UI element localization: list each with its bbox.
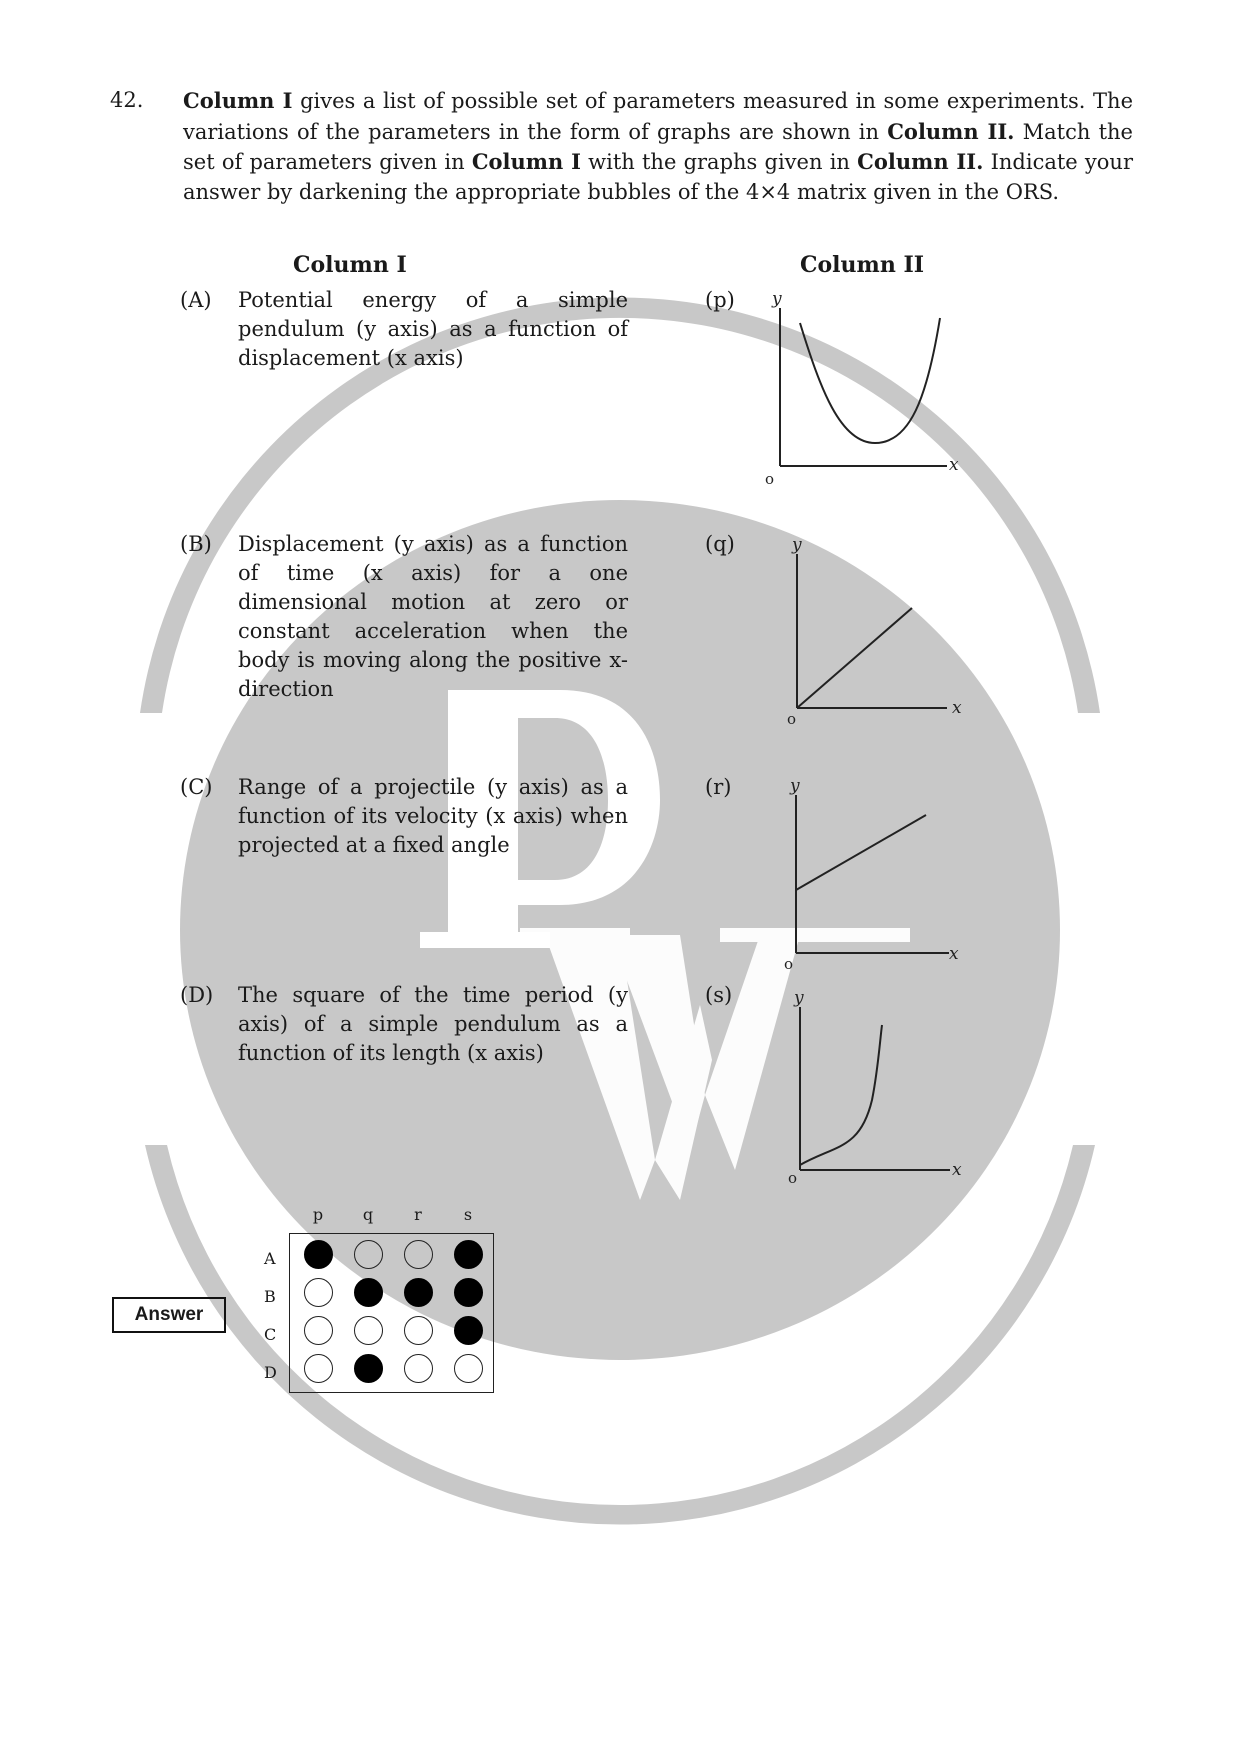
- item-d-label: (D): [180, 983, 214, 1007]
- graph-r-x-label: x: [949, 944, 959, 964]
- graph-r-label: (r): [705, 775, 732, 799]
- graph-s-y-label: y: [794, 988, 804, 1008]
- column-1-heading: Column I: [293, 252, 407, 278]
- item-c-text: Range of a projectile (y axis) as a function of its velocity (x axis) when projected at a fixed angle: [238, 775, 628, 857]
- graph-q-label: (q): [705, 532, 735, 556]
- graph-p-origin: o: [765, 470, 775, 488]
- grid-row-b: B: [264, 1287, 276, 1306]
- item-c-label: (C): [180, 775, 213, 799]
- grid-row-a: A: [264, 1249, 276, 1268]
- bubble-c-q[interactable]: [354, 1316, 383, 1345]
- question-text-part: Match the set of parameters given in: [183, 119, 1133, 174]
- item-b-text: Displacement (y axis) as a function of time (x axis) for a one dimensional motion at zero or constant acceleration when the body is moving along the positive x-direction: [238, 532, 628, 701]
- graph-s-origin: o: [788, 1169, 798, 1187]
- bubble-b-s[interactable]: [454, 1278, 483, 1307]
- bubble-c-s[interactable]: [454, 1316, 483, 1345]
- graph-q-line: [797, 608, 912, 708]
- bubble-b-q[interactable]: [354, 1278, 383, 1307]
- grid-col-r: r: [414, 1205, 422, 1224]
- question-text-part: Column I: [183, 88, 293, 113]
- column-2-heading: Column II: [800, 252, 925, 278]
- graph-p-curve: [800, 318, 940, 443]
- bubble-c-p[interactable]: [304, 1316, 333, 1345]
- graph-p-label: (p): [705, 288, 735, 312]
- item-d-text: The square of the time period (y axis) of a simple pendulum as a function of its length (x axis): [238, 983, 628, 1065]
- question-text-part: gives a list of possible set of parameters measured in some experiments. The variations of the parameters in the form of graphs are shown in: [183, 89, 1134, 144]
- graph-r-line: [796, 815, 926, 890]
- grid-row-d: D: [264, 1363, 277, 1382]
- bubble-a-q[interactable]: [354, 1240, 383, 1269]
- grid-row-c: C: [264, 1325, 277, 1344]
- graph-s-x-label: x: [952, 1160, 962, 1180]
- bubble-b-p[interactable]: [304, 1278, 333, 1307]
- bubble-d-r[interactable]: [404, 1354, 433, 1383]
- item-a-text: Potential energy of a simple pendulum (y axis) as a function of displacement (x axis): [238, 288, 628, 370]
- graph-q: [782, 532, 972, 727]
- bubble-a-p[interactable]: [304, 1240, 333, 1269]
- grid-col-q: q: [362, 1205, 374, 1224]
- graph-q-x-label: x: [952, 698, 962, 718]
- grid-col-s: s: [463, 1205, 473, 1224]
- answer-label: Answer: [112, 1297, 226, 1333]
- graph-r-y-label: y: [790, 776, 800, 796]
- bubble-a-s[interactable]: [454, 1240, 483, 1269]
- bubble-a-r[interactable]: [404, 1240, 433, 1269]
- bubble-c-r[interactable]: [404, 1316, 433, 1345]
- graph-s-label: (s): [705, 983, 733, 1007]
- question-text-part: Column I: [471, 149, 581, 174]
- graph-p: [765, 288, 975, 488]
- answer-matrix: [289, 1233, 494, 1393]
- item-b-label: (B): [180, 532, 212, 556]
- question-number: 42.: [110, 88, 144, 112]
- bubble-d-q[interactable]: [354, 1354, 383, 1383]
- question-text: [183, 86, 1133, 207]
- bubble-b-r[interactable]: [404, 1278, 433, 1307]
- question-text-part: Column II.: [857, 149, 984, 174]
- bubble-d-p[interactable]: [304, 1354, 333, 1383]
- grid-col-p: p: [312, 1205, 324, 1224]
- question-text-part: with the graphs given in: [580, 150, 858, 174]
- item-a-label: (A): [180, 288, 212, 312]
- graph-r: [776, 775, 966, 973]
- question-text-part: Column II.: [887, 118, 1015, 144]
- graph-q-y-label: y: [792, 535, 802, 555]
- graph-r-origin: o: [784, 955, 794, 973]
- graph-s: [780, 985, 980, 1187]
- question-text-part: Indicate your answer by darkening the appropriate bubbles of the 4×4 matrix given in the ORS.: [183, 150, 1133, 204]
- bubble-d-s[interactable]: [454, 1354, 483, 1383]
- graph-p-x-label: x: [949, 455, 959, 475]
- graph-s-curve: [800, 1025, 882, 1165]
- graph-q-origin: o: [787, 710, 797, 728]
- graph-p-y-label: y: [772, 289, 782, 309]
